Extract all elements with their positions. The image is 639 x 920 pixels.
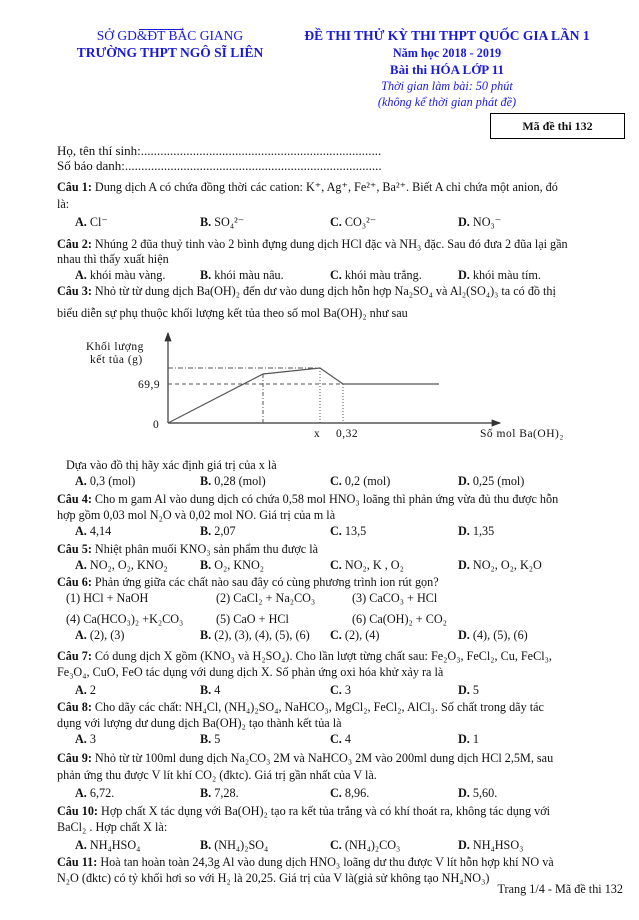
question-label: Câu 4:	[57, 492, 92, 506]
question-stem: Nhúng 2 đũa thuỷ tinh vào 2 bình đựng dung dịch HCl đặc và NH₃ đặc. Sau đó đưa 2 đũa lại gần	[91, 237, 568, 251]
option-letter: B.	[200, 215, 212, 229]
question-stem: Có dung dịch X gồm (KNO₃ và H₂SO₄). Cho lần lượt từng chất sau: Fe₂O₃, FeCl₂, Cu, FeCl₃,	[91, 649, 552, 663]
option-letter: C.	[330, 838, 342, 852]
exam-code-box: Mã đề thi 132	[490, 113, 625, 139]
y-axis-label: Khối lượng	[86, 341, 144, 353]
question-text: Fe₃O₄, CuO, FeO tác dụng với dung dịch X. Số phản ứng oxi hóa khử xảy ra là	[57, 665, 444, 679]
option-text: (NH₄)₂SO₄	[214, 838, 269, 852]
option-letter: B.	[200, 268, 212, 282]
department: SỞ GD&ĐT BẮC GIANG	[96, 28, 244, 43]
question-stem: Cho m gam Al vào dung dịch có chứa 0,58 mol HNO₃ loãng thì phản ứng vừa đủ thu được hỗn	[91, 492, 559, 506]
option-text: CO₃²⁻	[344, 215, 377, 229]
option-letter: A.	[75, 558, 87, 572]
option-letter: B.	[200, 683, 212, 697]
option-letter: B.	[200, 838, 212, 852]
reaction-item: (6) Ca(OH)₂ + CO₂	[352, 612, 447, 626]
option-letter: D.	[458, 838, 470, 852]
page-footer: Trang 1/4 - Mã đề thi 132	[497, 882, 623, 896]
reaction-item: (3) CaCO₃ + HCl	[352, 591, 438, 605]
option-text: khói màu trắng.	[344, 268, 422, 282]
option-text: (2), (4)	[344, 628, 380, 642]
option-letter: D.	[458, 215, 470, 229]
option-text: SO₄²⁻	[214, 215, 245, 229]
option-text: (NH₄)₂CO₃	[344, 838, 401, 852]
question-label: Câu 2:	[57, 237, 92, 251]
option-text: Cl⁻	[89, 215, 108, 229]
question-stem: Hoà tan hoàn toàn 24,3g Al vào dung dịch HNO₃ loãng dư thu được V lít hỗn hợp khí NO và	[97, 855, 554, 869]
option-text: 5,60.	[472, 786, 498, 800]
option-text: khói màu tím.	[472, 268, 541, 282]
option-letter: A.	[75, 268, 87, 282]
option-letter: C.	[330, 474, 342, 488]
option-text: 7,28.	[214, 786, 239, 800]
option-letter: A.	[75, 215, 87, 229]
question-label: Câu 8:	[57, 700, 92, 714]
exam-title: ĐỀ THI THỬ KỲ THI THPT QUỐC GIA LẦN 1	[304, 28, 590, 43]
student-id-field: Số báo danh:...............................................................................	[57, 158, 382, 173]
option-letter: B.	[200, 474, 212, 488]
option-letter: B.	[200, 524, 212, 538]
question-text: dụng với lượng dư dung dịch Ba(OH)₂ tạo thành kết tủa là	[57, 716, 342, 730]
option-text: 5	[214, 732, 221, 746]
question-stem: Nhiệt phân muối KNO₃ sản phẩm thu được là	[91, 542, 319, 556]
question-text: biểu diễn sự phụ thuộc khối lượng kết tủa theo số mol Ba(OH)₂ như sau	[57, 306, 408, 320]
question-stem: Cho dãy các chất: NH₄Cl, (NH₄)₂SO₄, NaHCO₃, MgCl₂, FeCl₂, AlCl₃. Số chất trong dãy tác	[91, 700, 544, 714]
option-letter: D.	[458, 628, 470, 642]
question-stem: Nhỏ từ từ 100ml dung dịch Na₂CO₃ 2M và NaHCO₃ 2M vào 200ml dung dịch HCl 2,5M, sau	[91, 751, 554, 765]
origin-label: 0	[153, 419, 160, 431]
question-label: Câu 9:	[57, 751, 92, 765]
reaction-item: (2) CaCl₂ + Na₂CO₃	[216, 591, 316, 605]
question-stem: Hợp chất X tác dụng với Ba(OH)₂ tạo ra kết tủa trắng và có khí thoát ra, không tác dụng với	[97, 804, 551, 818]
option-letter: D.	[458, 732, 470, 746]
question-label: Câu 10:	[57, 804, 98, 818]
option-text: (4), (5), (6)	[472, 628, 528, 642]
option-text: 13,5	[344, 524, 367, 538]
option-text: 4,14	[89, 524, 112, 538]
x-axis-label: Số mol Ba(OH)₂	[480, 428, 564, 440]
question-label: Câu 7:	[57, 649, 92, 663]
question-label: Câu 1:	[57, 180, 92, 194]
y-axis-label: kết tủa (g)	[90, 354, 143, 366]
question-label: Câu 3:	[57, 284, 92, 298]
option-letter: A.	[75, 524, 87, 538]
option-text: NO₃⁻	[472, 215, 502, 229]
y-tick-label: 69,9	[138, 379, 161, 391]
question-label: Câu 5:	[57, 542, 92, 556]
option-text: NO₂, O₂, KNO₂	[89, 558, 168, 572]
reaction-item: (1) HCl + NaOH	[66, 591, 149, 605]
option-text: 1	[472, 732, 479, 746]
question-stem: Nhỏ từ từ dung dịch Ba(OH)₂ đến dư vào dung dịch hỗn hợp Na₂SO₄ và Al₂(SO₄)₃ ta có đồ thị	[91, 284, 556, 298]
option-letter: C.	[330, 215, 342, 229]
option-text: 4	[214, 683, 221, 697]
option-letter: D.	[458, 786, 470, 800]
option-text: (2), (3), (4), (5), (6)	[214, 628, 310, 642]
question-text: BaCl₂ . Hợp chất X là:	[57, 820, 168, 834]
school-year: Năm học 2018 - 2019	[392, 46, 502, 60]
option-letter: D.	[458, 268, 470, 282]
question-text: phản ứng thu được V lít khí CO₂ (đktc). Giá trị gần nhất của V là.	[57, 768, 377, 782]
option-letter: A.	[75, 732, 87, 746]
option-text: 0,2 (mol)	[344, 474, 391, 488]
question-text: hợp gồm 0,03 mol N₂O và 0,02 mol NO. Giá trị của m là	[57, 508, 336, 522]
student-name-field: Họ, tên thí sinh:..........................................................................	[57, 143, 382, 158]
option-text: khói màu vàng.	[89, 268, 166, 282]
option-text: 0,28 (mol)	[214, 474, 266, 488]
option-letter: A.	[75, 683, 87, 697]
question-label: Câu 11:	[57, 855, 98, 869]
question-text: là:	[57, 197, 70, 211]
option-letter: C.	[330, 786, 342, 800]
option-letter: D.	[458, 524, 470, 538]
graph-line	[168, 368, 439, 423]
option-letter: A.	[75, 838, 87, 852]
option-text: 3	[89, 732, 96, 746]
option-text: 4	[344, 732, 351, 746]
option-text: 2	[89, 683, 96, 697]
option-text: 2,07	[214, 524, 236, 538]
option-letter: A.	[75, 628, 87, 642]
reaction-item: (4) Ca(HCO₃)₂ +K₂CO₃	[66, 612, 184, 626]
option-text: (2), (3)	[89, 628, 125, 642]
x-tick-label: 0,32	[336, 428, 359, 440]
option-text: 5	[472, 683, 479, 697]
option-letter: A.	[75, 786, 87, 800]
option-text: 1,35	[472, 524, 495, 538]
option-letter: C.	[330, 268, 342, 282]
duration-note: (không kể thời gian phát đề)	[377, 95, 517, 109]
option-text: NO₂, O₂, K₂O	[472, 558, 542, 572]
option-letter: C.	[330, 524, 342, 538]
option-letter: C.	[330, 628, 342, 642]
option-letter: B.	[200, 786, 212, 800]
option-text: O₂, KNO₂	[214, 558, 265, 572]
option-text: khói màu nâu.	[214, 268, 284, 282]
reaction-item: (5) CaO + HCl	[216, 612, 289, 626]
question-text: N₂O (đktc) có tỷ khối hơi so với H₂ là 20,25. Giá trị của V là(giả sử không tạo NH₄NO₃)	[57, 871, 490, 885]
option-letter: C.	[330, 732, 342, 746]
option-text: 8,96.	[344, 786, 370, 800]
option-text: NH₄HSO₃	[472, 838, 524, 852]
option-text: 6,72.	[89, 786, 115, 800]
question-label: Câu 6:	[57, 575, 92, 589]
option-text: NH₄HSO₄	[89, 838, 141, 852]
option-text: NO₂, K , O₂	[344, 558, 404, 572]
option-letter: D.	[458, 474, 470, 488]
option-letter: A.	[75, 474, 87, 488]
option-text: 0,3 (mol)	[89, 474, 136, 488]
question-stem: Dung dịch A có chứa đồng thời các cation: K⁺, Ag⁺, Fe²⁺, Ba²⁺. Biết A chỉ chứa một anion, đó	[91, 180, 558, 194]
option-text: 0,25 (mol)	[472, 474, 525, 488]
option-letter: C.	[330, 683, 342, 697]
duration: Thời gian làm bài: 50 phút	[381, 79, 513, 93]
question-stem: Phản ứng giữa các chất nào sau đây có cùng phương trình ion rút gọn?	[91, 575, 439, 589]
question-text: nhau thì thấy xuất hiện	[57, 252, 169, 266]
question-prompt: Dựa vào đồ thị hãy xác định giá trị của x là	[66, 458, 277, 472]
option-letter: D.	[458, 683, 470, 697]
option-letter: C.	[330, 558, 342, 572]
subject: Bài thi HÓA LỚP 11	[389, 62, 505, 77]
option-letter: B.	[200, 732, 212, 746]
option-letter: B.	[200, 628, 212, 642]
school-name: TRƯỜNG THPT NGÔ SĨ LIÊN	[76, 45, 264, 60]
option-letter: D.	[458, 558, 470, 572]
option-letter: B.	[200, 558, 212, 572]
x-tick-label: x	[314, 428, 321, 440]
option-text: 3	[344, 683, 351, 697]
